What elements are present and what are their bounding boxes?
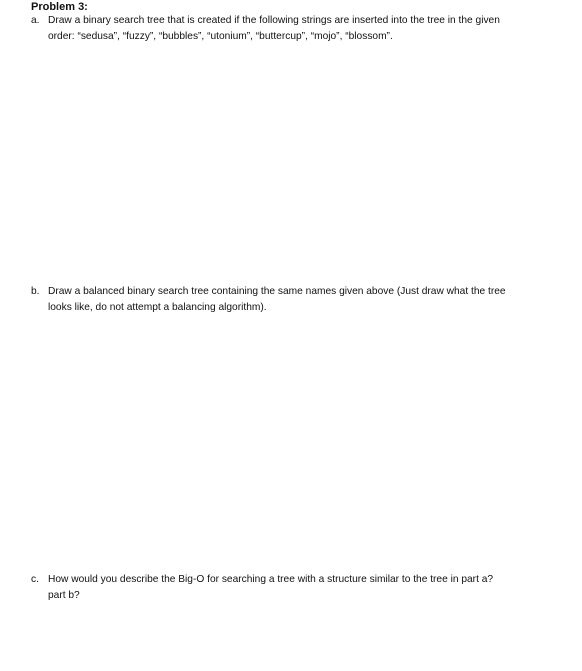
- question-b-text: [48, 284, 548, 316]
- question-c-text: [48, 572, 548, 604]
- question-a-marker: a.: [31, 15, 40, 26]
- question-a-text: [48, 13, 548, 45]
- question-c-line-1: How would you describe the Big-O for searching a tree with a structure similar to the tree in part a?: [48, 574, 494, 585]
- problem-title: Problem 3:: [31, 1, 88, 13]
- question-a-line-2: order: “sedusa”, “fuzzy”, “bubbles”, “utonium”, “buttercup”, “mojo”, “blossom”.: [48, 31, 393, 42]
- question-b-marker: b.: [31, 286, 40, 297]
- question-b-line-1: Draw a balanced binary search tree containing the same names given above (Just draw what the tree: [48, 286, 506, 297]
- question-c-line-2: part b?: [48, 590, 80, 601]
- question-a-line-1: Draw a binary search tree that is created if the following strings are inserted into the tree in the given: [48, 15, 500, 26]
- question-b-line-2: looks like, do not attempt a balancing algorithm).: [48, 302, 267, 313]
- question-c-marker: c.: [31, 574, 39, 585]
